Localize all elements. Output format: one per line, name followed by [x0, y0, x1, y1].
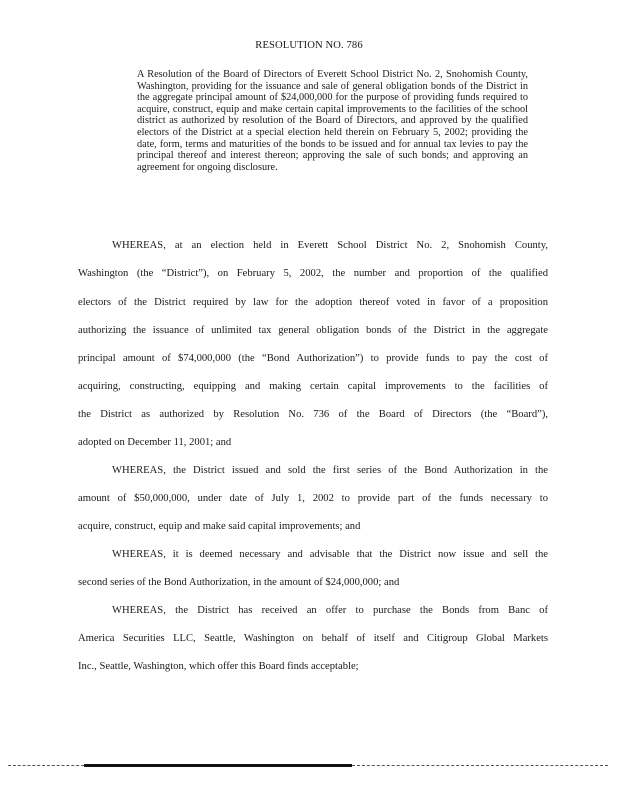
body-line-4: authorizing the issuance of unlimited tax general obligation bonds of the District in the aggregate [78, 325, 548, 336]
body-line-14: WHEREAS, the District has received an offer to purchase the Bonds from Banc of [112, 605, 548, 616]
body-line-7: the District as authorized by Resolution No. 736 of the Board of Directors (the “Board”), [78, 409, 548, 420]
body-line-11: acquire, construct, equip and make said capital improvements; and [78, 521, 361, 532]
footer-rule-left [8, 765, 84, 766]
body-line-6: acquiring, constructing, equipping and making certain capital improvements to the facilities of [78, 381, 548, 392]
body-line-3: electors of the District required by law for the adoption thereof voted in favor of a proposition [78, 297, 548, 308]
body-line-16: Inc., Seattle, Washington, which offer this Board finds acceptable; [78, 661, 359, 672]
body-line-9: WHEREAS, the District issued and sold the first series of the Bond Authorization in the [112, 465, 548, 476]
body-line-12: WHEREAS, it is deemed necessary and advisable that the District now issue and sell the [112, 549, 548, 560]
footer-rule-right [352, 765, 608, 766]
footer-rule-thick [84, 764, 352, 767]
body-line-13: second series of the Bond Authorization, in the amount of $24,000,000; and [78, 577, 400, 588]
resolution-abstract: A Resolution of the Board of Directors of Everett School District No. 2, Snohomish County, Washington, providing for the issuance and sale of general obligation bonds of the District in the aggregate principal amount of $24,000,000 for the purpose of providing funds required to acquire, construct, equip and make certain capital improvements to the facilities of the school district as authorized by resolution of the Board of Directors, and approved by the qualified electors of the District at a special election held therein on February 5, 2002; providing the date, form, terms and maturities of the bonds to be issued and for annual tax levies to pay the principal thereof and interest thereon; approving the sale of such bonds; and approving an agreement for ongoing disclosure. [137, 69, 528, 173]
body-line-5: principal amount of $74,000,000 (the “Bond Authorization”) to provide funds to pay the cost of [78, 353, 548, 364]
body-line-10: amount of $50,000,000, under date of July 1, 2002 to provide part of the funds necessary to [78, 493, 548, 504]
body-line-8: adopted on December 11, 2001; and [78, 437, 232, 448]
body-line-15: America Securities LLC, Seattle, Washington on behalf of itself and Citigroup Global Markets [78, 633, 548, 644]
body-line-1: WHEREAS, at an election held in Everett School District No. 2, Snohomish County, [112, 240, 548, 251]
body-line-2: Washington (the “District”), on February 5, 2002, the number and proportion of the qualified [78, 268, 548, 279]
resolution-title: RESOLUTION NO. 786 [255, 40, 363, 51]
